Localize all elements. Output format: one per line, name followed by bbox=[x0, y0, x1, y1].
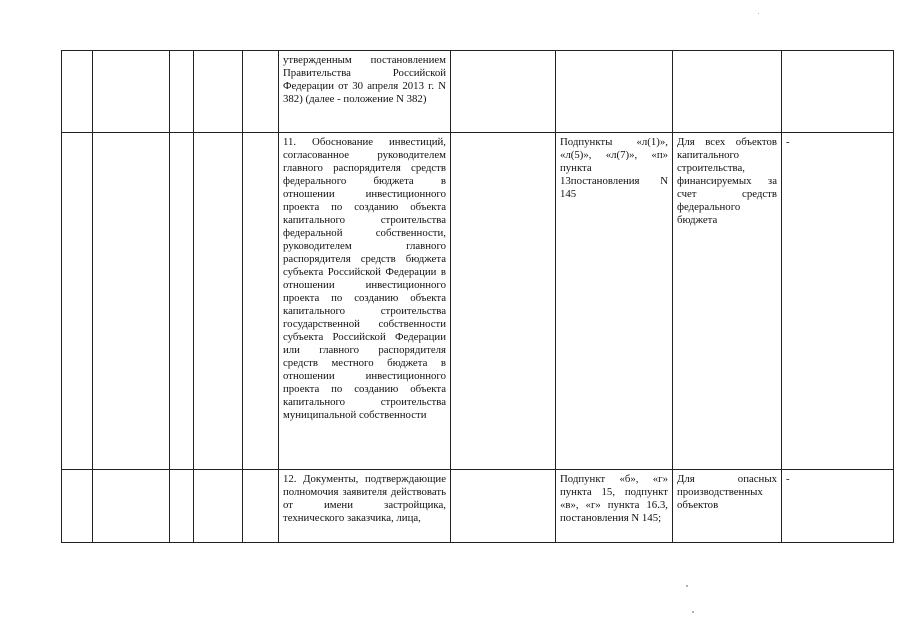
cell-empty bbox=[194, 470, 243, 543]
scan-speck bbox=[758, 13, 759, 14]
cell-empty bbox=[62, 133, 93, 470]
cell-empty bbox=[170, 51, 194, 133]
cell-empty bbox=[93, 470, 170, 543]
table-row bbox=[62, 133, 894, 470]
cell-empty bbox=[93, 51, 170, 133]
document-cell: 11. Обоснование инвестиций, согласованное руководителем главного распорядителя средств федерального бюджета в отношении инвестиционного проекта по созданию объекта капитального строительства федеральной собственности, руководителем главного распорядителя средств бюджета субъекта Российской Федерации в отношении инвестиционного проекта по созданию объекта капитального строительства государственной собственности субъекта Российской Федерации или главного распорядителя средств местного бюджета в отношении инвестиционного проекта по созданию объекта капитального строительства муниципальной собственности bbox=[279, 133, 451, 470]
cell-empty bbox=[93, 133, 170, 470]
cell-empty bbox=[243, 470, 279, 543]
cell-empty bbox=[194, 51, 243, 133]
table-row bbox=[62, 470, 894, 543]
applicability-cell bbox=[673, 51, 782, 133]
requirements-table bbox=[61, 50, 894, 543]
note-cell: - bbox=[782, 470, 894, 543]
document-cell: утвержденным постановлением Правительства Российской Федерации от 30 апреля 2013 г. N 382) (далее - положение N 382) bbox=[279, 51, 451, 133]
basis-cell bbox=[556, 51, 673, 133]
cell-empty bbox=[170, 470, 194, 543]
cell-empty bbox=[451, 133, 556, 470]
cell-empty bbox=[194, 133, 243, 470]
applicability-cell: Для всех объектов капитального строительства, финансируемых за счет средств федерального бюджета bbox=[673, 133, 782, 470]
scan-speck bbox=[686, 585, 688, 587]
note-cell bbox=[782, 51, 894, 133]
basis-cell: Подпункты «л(1)», «л(5)», «л(7)», «п» пункта 13постановления N 145 bbox=[556, 133, 673, 470]
cell-empty bbox=[243, 133, 279, 470]
cell-empty bbox=[451, 51, 556, 133]
cell-empty bbox=[62, 51, 93, 133]
cell-empty bbox=[170, 133, 194, 470]
basis-cell: Подпункт «б», «г» пункта 15, подпункт «в», «г» пункта 16.3, постановления N 145; bbox=[556, 470, 673, 543]
document-cell: 12. Документы, подтверждающие полномочия заявителя действовать от имени застройщика, технического заказчика, лица, bbox=[279, 470, 451, 543]
cell-empty bbox=[243, 51, 279, 133]
cell-empty bbox=[451, 470, 556, 543]
cell-empty bbox=[62, 470, 93, 543]
note-cell: - bbox=[782, 133, 894, 470]
scan-speck bbox=[692, 611, 694, 613]
applicability-cell: Для опасных производственных объектов bbox=[673, 470, 782, 543]
table-row bbox=[62, 51, 894, 133]
